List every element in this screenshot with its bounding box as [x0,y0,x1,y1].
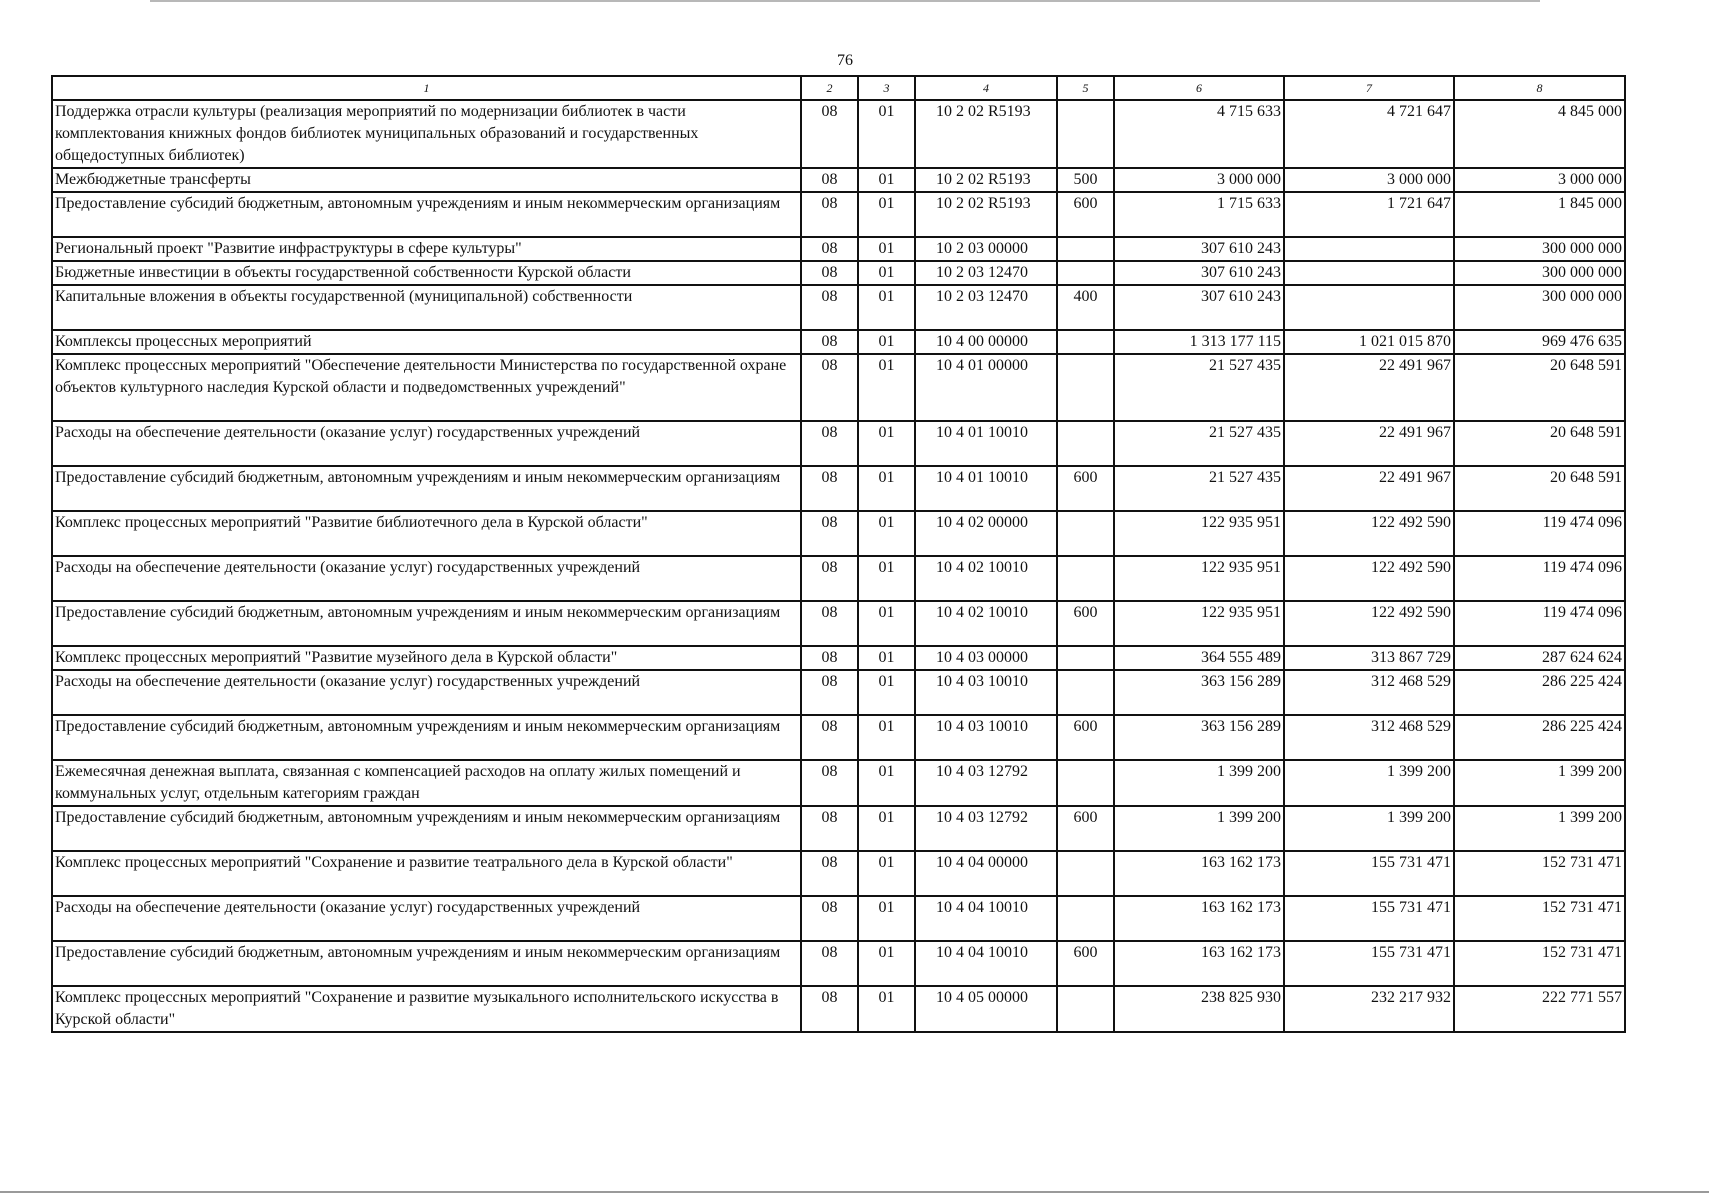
amount-col8: 20 648 591 [1454,466,1625,511]
expenditure-name: Предоставление субсидий бюджетным, автономным учреждениям и иным некоммерческим организациям [52,806,801,851]
subsection-code: 01 [858,670,915,715]
subsection-code: 01 [858,330,915,354]
expenditure-name: Комплексы процессных мероприятий [52,330,801,354]
table-row [52,168,1625,192]
section-code: 08 [801,851,858,896]
expense-type-code [1057,646,1114,670]
amount-col6: 238 825 930 [1114,986,1284,1032]
table-row [52,670,1625,715]
subsection-code: 01 [858,237,915,261]
expenditure-name: Предоставление субсидий бюджетным, автономным учреждениям и иным некоммерческим организациям [52,192,801,237]
scan-edge-top [150,0,1540,2]
table-row [52,511,1625,556]
target-article-code: 10 4 05 00000 [915,986,1057,1032]
target-article-code: 10 4 03 10010 [915,670,1057,715]
target-article-code: 10 4 02 10010 [915,556,1057,601]
expenditure-name: Бюджетные инвестиции в объекты государственной собственности Курской области [52,261,801,285]
amount-col7: 1 021 015 870 [1284,330,1454,354]
section-code: 08 [801,466,858,511]
amount-col7: 313 867 729 [1284,646,1454,670]
section-code: 08 [801,168,858,192]
amount-col6: 122 935 951 [1114,556,1284,601]
table-row [52,100,1625,168]
expense-type-code: 600 [1057,715,1114,760]
expense-type-code [1057,760,1114,806]
section-code: 08 [801,421,858,466]
expenditure-name: Комплекс процессных мероприятий "Обеспечение деятельности Министерства по государственной охране объектов культурного наследия Курской области и подведомственных учреждений" [52,354,801,421]
expenditure-name: Предоставление субсидий бюджетным, автономным учреждениям и иным некоммерческим организациям [52,715,801,760]
amount-col6: 307 610 243 [1114,261,1284,285]
amount-col6: 3 000 000 [1114,168,1284,192]
amount-col8: 287 624 624 [1454,646,1625,670]
subsection-code: 01 [858,466,915,511]
amount-col8: 3 000 000 [1454,168,1625,192]
subsection-code: 01 [858,261,915,285]
subsection-code: 01 [858,896,915,941]
expense-type-code: 400 [1057,285,1114,330]
amount-col7: 155 731 471 [1284,896,1454,941]
expense-type-code [1057,330,1114,354]
expenditure-name: Предоставление субсидий бюджетным, автономным учреждениям и иным некоммерческим организациям [52,941,801,986]
table-row [52,237,1625,261]
amount-col7 [1284,261,1454,285]
amount-col7: 122 492 590 [1284,511,1454,556]
expense-type-code [1057,261,1114,285]
amount-col8: 300 000 000 [1454,261,1625,285]
column-number: 4 [915,76,1057,100]
expense-type-code: 500 [1057,168,1114,192]
subsection-code: 01 [858,285,915,330]
page-number: 76 [837,52,853,69]
expense-type-code [1057,511,1114,556]
amount-col7: 4 721 647 [1284,100,1454,168]
subsection-code: 01 [858,646,915,670]
target-article-code: 10 4 03 00000 [915,646,1057,670]
expense-type-code: 600 [1057,941,1114,986]
target-article-code: 10 2 02 R5193 [915,100,1057,168]
column-number-row [52,76,1625,100]
expense-type-code [1057,986,1114,1032]
table-row [52,421,1625,466]
section-code: 08 [801,670,858,715]
amount-col6: 363 156 289 [1114,715,1284,760]
section-code: 08 [801,100,858,168]
expenditure-name: Комплекс процессных мероприятий "Развитие музейного дела в Курской области" [52,646,801,670]
table-row [52,941,1625,986]
amount-col7: 3 000 000 [1284,168,1454,192]
amount-col7: 155 731 471 [1284,941,1454,986]
amount-col7: 155 731 471 [1284,851,1454,896]
expense-type-code [1057,896,1114,941]
expense-type-code [1057,670,1114,715]
expense-type-code: 600 [1057,192,1114,237]
amount-col7: 22 491 967 [1284,466,1454,511]
subsection-code: 01 [858,192,915,237]
target-article-code: 10 4 01 00000 [915,354,1057,421]
section-code: 08 [801,806,858,851]
amount-col6: 122 935 951 [1114,601,1284,646]
column-number: 7 [1284,76,1454,100]
amount-col8: 1 845 000 [1454,192,1625,237]
amount-col8: 4 845 000 [1454,100,1625,168]
amount-col8: 222 771 557 [1454,986,1625,1032]
section-code: 08 [801,760,858,806]
expenditure-name: Межбюджетные трансферты [52,168,801,192]
subsection-code: 01 [858,354,915,421]
amount-col7: 22 491 967 [1284,354,1454,421]
table-row [52,646,1625,670]
subsection-code: 01 [858,511,915,556]
table-row [52,806,1625,851]
table-row [52,285,1625,330]
target-article-code: 10 4 03 10010 [915,715,1057,760]
amount-col6: 1 715 633 [1114,192,1284,237]
amount-col8: 20 648 591 [1454,421,1625,466]
target-article-code: 10 4 01 10010 [915,421,1057,466]
amount-col7: 1 399 200 [1284,760,1454,806]
target-article-code: 10 4 04 00000 [915,851,1057,896]
subsection-code: 01 [858,601,915,646]
section-code: 08 [801,330,858,354]
amount-col6: 21 527 435 [1114,421,1284,466]
column-number: 1 [52,76,801,100]
amount-col6: 307 610 243 [1114,285,1284,330]
expenditure-name: Комплекс процессных мероприятий "Сохранение и развитие музыкального исполнительского искусства в Курской области" [52,986,801,1032]
table-row [52,851,1625,896]
amount-col6: 363 156 289 [1114,670,1284,715]
amount-col6: 122 935 951 [1114,511,1284,556]
expenditure-name: Расходы на обеспечение деятельности (оказание услуг) государственных учреждений [52,896,801,941]
table-row [52,261,1625,285]
expense-type-code: 600 [1057,806,1114,851]
amount-col8: 286 225 424 [1454,715,1625,760]
amount-col8: 152 731 471 [1454,941,1625,986]
amount-col6: 21 527 435 [1114,466,1284,511]
section-code: 08 [801,237,858,261]
expenditure-name: Региональный проект "Развитие инфраструктуры в сфере культуры" [52,237,801,261]
subsection-code: 01 [858,851,915,896]
amount-col8: 300 000 000 [1454,237,1625,261]
amount-col8: 1 399 200 [1454,760,1625,806]
amount-col7: 122 492 590 [1284,556,1454,601]
subsection-code: 01 [858,806,915,851]
section-code: 08 [801,285,858,330]
amount-col6: 1 313 177 115 [1114,330,1284,354]
amount-col8: 286 225 424 [1454,670,1625,715]
amount-col7: 312 468 529 [1284,670,1454,715]
target-article-code: 10 4 01 10010 [915,466,1057,511]
column-number: 5 [1057,76,1114,100]
table-row [52,556,1625,601]
subsection-code: 01 [858,760,915,806]
amount-col8: 1 399 200 [1454,806,1625,851]
subsection-code: 01 [858,715,915,760]
expense-type-code [1057,851,1114,896]
expenditure-name: Предоставление субсидий бюджетным, автономным учреждениям и иным некоммерческим организациям [52,466,801,511]
amount-col8: 152 731 471 [1454,896,1625,941]
expenditure-name: Капитальные вложения в объекты государственной (муниципальной) собственности [52,285,801,330]
scan-edge-bottom [0,1191,1709,1193]
amount-col6: 163 162 173 [1114,941,1284,986]
amount-col8: 969 476 635 [1454,330,1625,354]
section-code: 08 [801,511,858,556]
subsection-code: 01 [858,421,915,466]
expense-type-code: 600 [1057,601,1114,646]
subsection-code: 01 [858,986,915,1032]
amount-col8: 119 474 096 [1454,601,1625,646]
section-code: 08 [801,192,858,237]
expense-type-code [1057,237,1114,261]
amount-col7 [1284,237,1454,261]
expense-type-code: 600 [1057,466,1114,511]
amount-col8: 119 474 096 [1454,511,1625,556]
table-row [52,986,1625,1032]
section-code: 08 [801,896,858,941]
amount-col8: 119 474 096 [1454,556,1625,601]
target-article-code: 10 4 04 10010 [915,896,1057,941]
amount-col6: 1 399 200 [1114,760,1284,806]
amount-col8: 300 000 000 [1454,285,1625,330]
amount-col6: 163 162 173 [1114,851,1284,896]
expenditure-name: Расходы на обеспечение деятельности (оказание услуг) государственных учреждений [52,670,801,715]
section-code: 08 [801,601,858,646]
amount-col7: 1 721 647 [1284,192,1454,237]
target-article-code: 10 2 03 12470 [915,261,1057,285]
subsection-code: 01 [858,168,915,192]
budget-table [51,75,1626,1033]
table-row [52,354,1625,421]
amount-col7: 232 217 932 [1284,986,1454,1032]
expenditure-name: Комплекс процессных мероприятий "Развитие библиотечного дела в Курской области" [52,511,801,556]
amount-col7 [1284,285,1454,330]
subsection-code: 01 [858,556,915,601]
expenditure-name: Поддержка отрасли культуры (реализация мероприятий по модернизации библиотек в части комплектования книжных фондов библиотек муниципальных образований и государственных общедоступных библиотек) [52,100,801,168]
amount-col6: 163 162 173 [1114,896,1284,941]
section-code: 08 [801,941,858,986]
section-code: 08 [801,715,858,760]
amount-col6: 21 527 435 [1114,354,1284,421]
target-article-code: 10 2 03 00000 [915,237,1057,261]
table-row [52,715,1625,760]
expenditure-name: Расходы на обеспечение деятельности (оказание услуг) государственных учреждений [52,556,801,601]
expense-type-code [1057,354,1114,421]
expense-type-code [1057,421,1114,466]
amount-col7: 1 399 200 [1284,806,1454,851]
target-article-code: 10 4 03 12792 [915,806,1057,851]
amount-col6: 364 555 489 [1114,646,1284,670]
amount-col6: 1 399 200 [1114,806,1284,851]
table-row [52,330,1625,354]
target-article-code: 10 4 03 12792 [915,760,1057,806]
amount-col8: 152 731 471 [1454,851,1625,896]
amount-col8: 20 648 591 [1454,354,1625,421]
amount-col6: 4 715 633 [1114,100,1284,168]
amount-col7: 22 491 967 [1284,421,1454,466]
target-article-code: 10 2 02 R5193 [915,192,1057,237]
column-number: 6 [1114,76,1284,100]
target-article-code: 10 4 02 00000 [915,511,1057,556]
table-row [52,896,1625,941]
subsection-code: 01 [858,100,915,168]
table-row [52,192,1625,237]
target-article-code: 10 2 02 R5193 [915,168,1057,192]
column-number: 3 [858,76,915,100]
section-code: 08 [801,646,858,670]
expenditure-name: Расходы на обеспечение деятельности (оказание услуг) государственных учреждений [52,421,801,466]
target-article-code: 10 4 04 10010 [915,941,1057,986]
amount-col7: 312 468 529 [1284,715,1454,760]
table-row [52,760,1625,806]
section-code: 08 [801,556,858,601]
expenditure-name: Комплекс процессных мероприятий "Сохранение и развитие театрального дела в Курской области" [52,851,801,896]
target-article-code: 10 4 02 10010 [915,601,1057,646]
table-row [52,466,1625,511]
column-number: 2 [801,76,858,100]
expenditure-name: Ежемесячная денежная выплата, связанная с компенсацией расходов на оплату жилых помещений и коммунальных услуг, отдельным категориям граждан [52,760,801,806]
table-row [52,601,1625,646]
target-article-code: 10 2 03 12470 [915,285,1057,330]
section-code: 08 [801,354,858,421]
section-code: 08 [801,261,858,285]
target-article-code: 10 4 00 00000 [915,330,1057,354]
expenditure-name: Предоставление субсидий бюджетным, автономным учреждениям и иным некоммерческим организациям [52,601,801,646]
subsection-code: 01 [858,941,915,986]
amount-col6: 307 610 243 [1114,237,1284,261]
expense-type-code [1057,556,1114,601]
section-code: 08 [801,986,858,1032]
expense-type-code [1057,100,1114,168]
amount-col7: 122 492 590 [1284,601,1454,646]
column-number: 8 [1454,76,1625,100]
